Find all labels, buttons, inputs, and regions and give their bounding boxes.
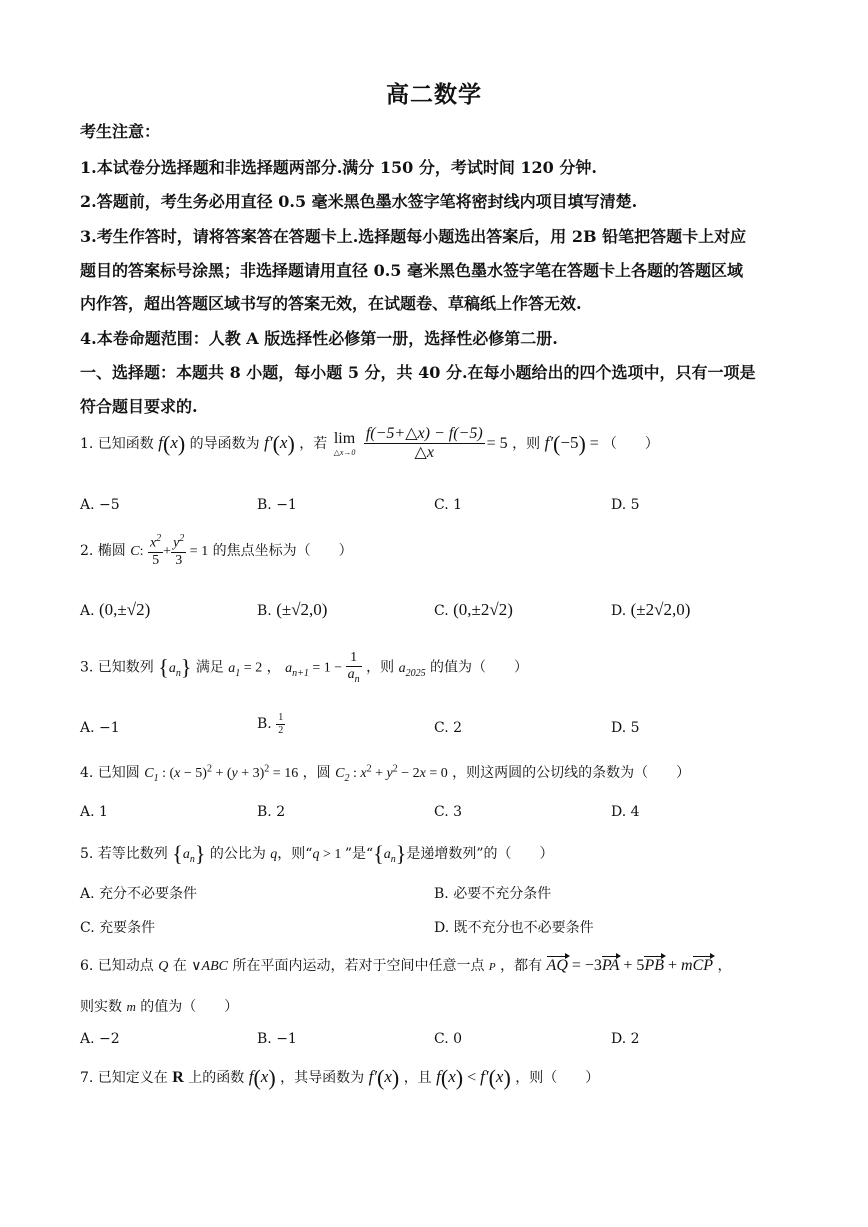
- q5-text-1: 5. 若等比数列: [80, 846, 168, 862]
- q4-option-b[interactable]: B. 2: [257, 804, 286, 820]
- notice-line-1: 1.本试卷分选择题和非选择题两部分.满分 150 分，考试时间 120 分钟.: [80, 158, 597, 177]
- q5-option-a[interactable]: A. 充分不必要条件: [80, 886, 198, 902]
- q1-option-a[interactable]: A. −5: [80, 497, 120, 513]
- q2-option-b[interactable]: B. (±√2,0): [257, 600, 328, 619]
- q6-text-5: ，: [717, 958, 732, 974]
- q3-text-2: 满足: [195, 659, 224, 676]
- question-5: 5. 若等比数列 $\{a_n\}$ 的公比为 q，则“q > 1 ”是“$\{a_n\}$是递增数列”的（ ）: [80, 841, 554, 866]
- question-4: 4. 已知圆 $C_1$ : $(x - 5)^2 + (y + 3)^2 = 16$ ，圆 $C_2$ : $x^2 + y^2 - 2x = 0$ ，则这两圆的公切线的条数为（ ）: [80, 763, 691, 784]
- q1-text-1: 1. 已知函数: [80, 435, 154, 452]
- section-heading-line-2: 符合题目要求的.: [80, 397, 198, 416]
- q2-option-c[interactable]: C. (0,±2√2): [434, 600, 513, 619]
- question-7: 7. 已知定义在 R 上的函数 f(x) ，其导函数为 f′(x) ，且 f(x) < f′(x) ，则（ ）: [80, 1065, 600, 1090]
- q6-option-a[interactable]: A. −2: [80, 1031, 120, 1047]
- q4-text-2: ，圆: [302, 765, 331, 781]
- q2-option-a[interactable]: A. (0,±√2): [80, 600, 151, 619]
- q3-text-3: ，: [266, 659, 281, 676]
- q4-text-3: ，则这两圆的公切线的条数为（ ）: [452, 765, 691, 781]
- q3-text-4: ，则: [366, 659, 395, 676]
- q6-text-7: 的值为（ ）: [140, 999, 239, 1015]
- q3-option-c[interactable]: C. 2: [434, 720, 463, 736]
- section-heading-line-1: 一、选择题：本题共 8 小题，每小题 5 分，共 40 分.在每小题给出的四个选项中，只有一项是: [80, 363, 756, 382]
- q4-option-d[interactable]: D. 4: [611, 804, 640, 820]
- q3-option-a[interactable]: A. −1: [80, 720, 120, 736]
- notice-line-2: 2.答题前，考生务必用直径 0.5 毫米黑色墨水签字笔将密封线内项目填写清楚.: [80, 192, 638, 211]
- question-6: 6. 已知动点 Q 在 ∨ABC 所在平面内运动，若对于空间中任意一点 P ，都有 AQ = −3PA + 5PB + mCP ，: [80, 957, 732, 974]
- q2-option-d[interactable]: D. (±2√2,0): [611, 600, 691, 619]
- notice-line-3: 3.考生作答时，请将答案答在答题卡上.选择题每小题选出答案后，用 2B 铅笔把答题卡上对应: [80, 227, 747, 246]
- q1-option-d[interactable]: D. 5: [611, 497, 640, 513]
- question-6-line-2: 则实数 m 的值为（ ）: [80, 999, 239, 1015]
- notice-line-6: 4.本卷命题范围：人教 A 版选择性必修第一册，选择性必修第二册.: [80, 329, 558, 348]
- q3-text-5: 的值为（ ）: [430, 659, 529, 676]
- q1-option-c[interactable]: C. 1: [434, 497, 463, 513]
- q3-option-b[interactable]: B. $\frac{1}{2}$: [257, 712, 284, 736]
- limit-expression: lim △x→0 $\frac{f(-5+\triangle x) - f(-5)}{\triangle x}$: [333, 425, 483, 462]
- question-1: 1. 已知函数 f(x) 的导函数为 f′(x) ，若 lim △x→0 $\frac{f(-5+\triangle x) - f(-5)}{\triangle x}$ = 5 ，则 f′(−5) = （ ）: [80, 425, 659, 462]
- q1-text-4: ，则: [512, 435, 541, 452]
- q1-text-5: （ ）: [602, 435, 659, 452]
- question-3: 3. 已知数列 $\{a_n\}$ 满足 $a_1 = 2$ ， $a_{n+1} = 1$ − $\frac{1}{a_n}$ ，则 $a_{2025}$ 的值为（ ）: [80, 650, 529, 685]
- q6-text-6: 则实数: [80, 999, 122, 1015]
- question-2: 2. 椭圆 C: $\frac{x^2}{5}$ + $\frac{y^2}{3}$ = 1 的焦点坐标为（ ）: [80, 533, 353, 568]
- q5-text-4: ”是“: [344, 846, 374, 862]
- q1-text-2: 的导函数为: [189, 435, 260, 452]
- q5-option-d[interactable]: D. 既不充分也不必要条件: [434, 920, 594, 936]
- page-title: 高二数学: [386, 81, 482, 108]
- q2-text-1: 2. 椭圆: [80, 542, 126, 559]
- q7-text-1: 7. 已知定义在: [80, 1070, 168, 1086]
- q7-text-2: 上的函数: [188, 1070, 245, 1086]
- notice-line-5: 内作答，超出答题区域书写的答案无效，在试题卷、草稿纸上作答无效.: [80, 294, 582, 313]
- q4-text-1: 4. 已知圆: [80, 765, 140, 781]
- q6-text-1: 6. 已知动点: [80, 958, 154, 974]
- q7-text-5: ，则（ ）: [515, 1070, 600, 1086]
- q4-option-a[interactable]: A. 1: [80, 804, 108, 820]
- q7-text-4: ，且: [403, 1070, 432, 1086]
- q5-option-b[interactable]: B. 必要不充分条件: [434, 886, 552, 902]
- q4-option-c[interactable]: C. 3: [434, 804, 463, 820]
- q6-option-d[interactable]: D. 2: [611, 1031, 640, 1047]
- q6-text-3: 所在平面内运动，若对于空间中任意一点: [232, 958, 485, 974]
- q6-text-4: ，都有: [500, 958, 543, 974]
- q6-text-2: 在: [172, 958, 187, 974]
- q5-option-c[interactable]: C. 充要条件: [80, 920, 156, 936]
- q1-text-3: ，若: [299, 435, 328, 452]
- q6-option-b[interactable]: B. −1: [257, 1031, 297, 1047]
- notice-heading: 考生注意：: [80, 122, 161, 141]
- q2-text-2: 的焦点坐标为（ ）: [212, 542, 353, 559]
- q5-text-3: ，则“: [277, 846, 313, 862]
- q3-text-1: 3. 已知数列: [80, 659, 154, 676]
- q5-text-5: 是递增数列”的（ ）: [406, 846, 554, 862]
- q6-option-c[interactable]: C. 0: [434, 1031, 463, 1047]
- q3-option-d[interactable]: D. 5: [611, 720, 640, 736]
- q7-text-3: ，其导函数为: [280, 1070, 365, 1086]
- notice-line-4: 题目的答案标号涂黑；非选择题请用直径 0.5 毫米黑色墨水签字笔在答题卡上各题的答题区域: [80, 261, 743, 280]
- q5-text-2: 的公比为: [209, 846, 266, 862]
- q1-option-b[interactable]: B. −1: [257, 497, 297, 513]
